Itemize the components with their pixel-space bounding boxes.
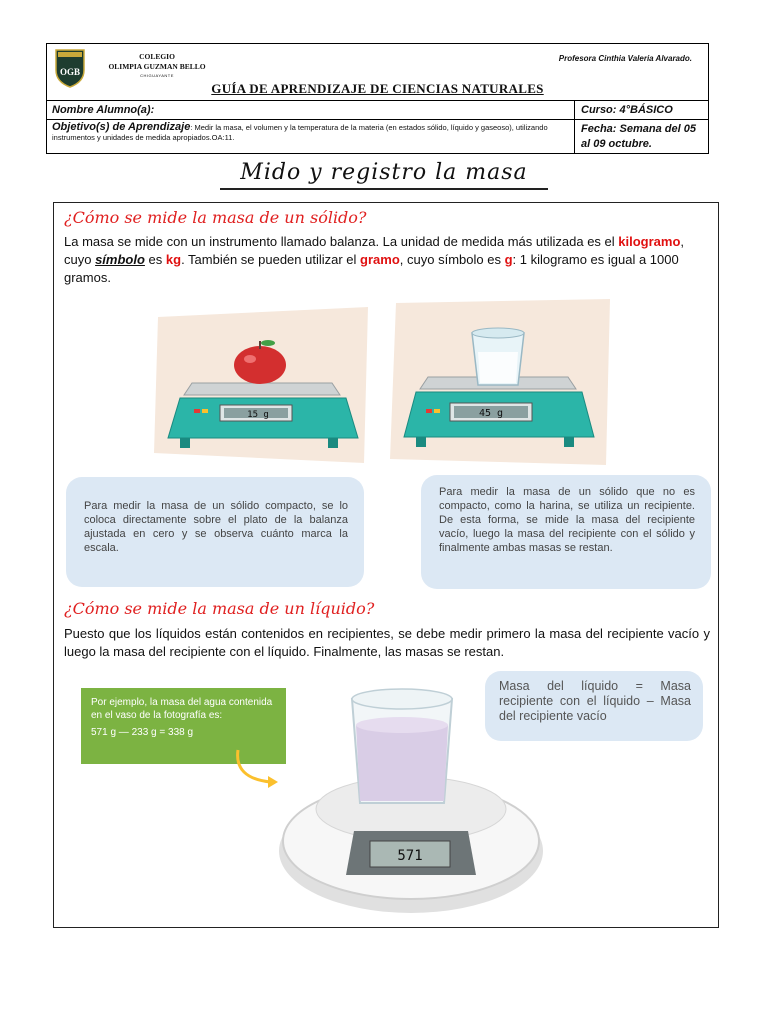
header-table: [46, 43, 709, 154]
liquid-paragraph: Puesto que los líquidos están contenidos en recipientes, se debe medir primero la masa del recipiente vacío y luego la masa del recipiente con el líquido. Finalmente, las masas se restan.: [64, 626, 710, 659]
text-run: , cuyo: [64, 234, 685, 267]
liquid-heading: ¿Cómo se mide la masa de un líquido?: [64, 599, 375, 618]
kg-term: kg: [165, 252, 182, 267]
guide-title: GUÍA DE APRENDIZAJE DE CIENCIAS NATURALES: [211, 81, 544, 96]
scale-display-text: 571: [397, 848, 423, 864]
content-box: [53, 202, 719, 928]
water-glass-icon: [352, 689, 452, 803]
school-name-line2: OLIMPIA GUZMAN BELLO: [108, 62, 206, 71]
glass-icon: [472, 328, 524, 385]
example-text: Por ejemplo, la masa del agua contenida en el vaso de la fotografía es:: [91, 697, 273, 721]
course-label: Curso: 4°BÁSICO: [581, 104, 673, 116]
school-name-line1: COLEGIO: [139, 52, 175, 61]
non-compact-solid-bubble: Para medir la masa de un sólido que no es compacto, como la harina, se utiliza un recipiente. De esta forma, se mide la masa del recipiente vacío, luego la masa del recipiente con el sólido y finalmente ambas masas se restan.: [421, 475, 711, 589]
student-name-label: Nombre Alumno(a):: [52, 104, 155, 116]
date-label: Fecha: Semana del 05 al 09 octubre.: [581, 123, 696, 150]
table-divider: [47, 119, 708, 120]
text-run: es: [144, 252, 166, 267]
curved-arrow-icon: [230, 748, 280, 788]
liquid-formula-bubble: Masa del líquido = Masa recipiente con el líquido – Masa del recipiente vacío: [485, 671, 703, 741]
glass-scale-photo: [388, 297, 614, 469]
scale-display-text: 45 g: [478, 408, 504, 419]
objective-text: : Medir la masa, el volumen y la temperatura de la materia (en estados sólido, líquido y gaseoso), utilizando instrumentos y unidades de medida apropiados.OA:11.: [52, 123, 548, 142]
scale-display-text: 15 g: [247, 410, 269, 420]
table-column-divider: [574, 101, 575, 153]
compact-solid-bubble: Para medir la masa de un sólido compacto, se lo coloca directamente sobre el plato de la balanza ajustada en cero y se observa cuánto marca la escala.: [66, 477, 364, 587]
crest-text: OGB: [59, 67, 81, 77]
school-location: CHIGUAYANTE: [140, 73, 174, 78]
g-term: g: [504, 252, 513, 267]
teacher-name: Profesora Cinthia Valeria Alvarado.: [558, 54, 692, 63]
text-run: . También se pueden utilizar el: [181, 252, 361, 267]
school-name: [92, 52, 222, 72]
text-run: , cuyo símbolo es: [399, 252, 505, 267]
text-run: : 1 kilogramo es igual a 1000 gramos.: [64, 252, 679, 285]
kilogramo-term: kilogramo: [618, 234, 681, 249]
simbolo-term: símbolo: [95, 252, 145, 267]
text-run: La masa se mide con un instrumento llamado balanza. La unidad de medida más utilizada es el: [64, 234, 619, 249]
objective-label: Objetivo(s) de Aprendizaje: [52, 121, 191, 133]
objective-cell: [52, 122, 567, 143]
title-underline: [220, 188, 548, 190]
gramo-term: gramo: [360, 252, 400, 267]
apple-scale-photo: [152, 303, 374, 468]
solid-paragraph: [64, 233, 710, 287]
page-title: Mido y registro la masa: [240, 160, 528, 185]
table-divider: [47, 100, 708, 101]
example-calculation: 571 g — 233 g = 338 g: [91, 727, 194, 738]
solid-heading: ¿Cómo se mide la masa de un sólido?: [64, 208, 367, 227]
